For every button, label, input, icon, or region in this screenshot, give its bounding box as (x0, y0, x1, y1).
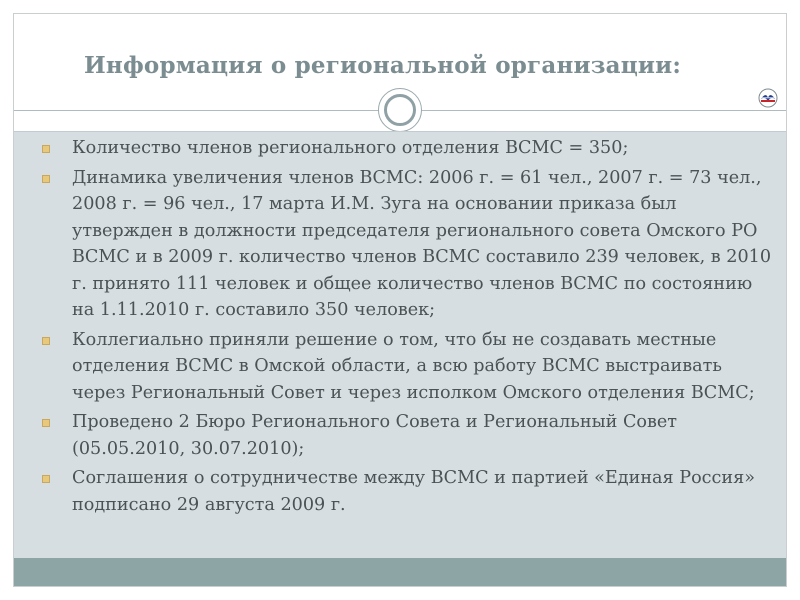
footer-bar (14, 558, 786, 586)
list-item (42, 165, 777, 324)
bullet-text: Динамика увеличения членов ВСМС: 2006 г. = 61 чел., 2007 г. = 73 чел., 2008 г. = 96 чел., 17 марта И.М. Зуга на основании приказа был утвержден в должности председателя регионального совета Омского РО ВСМС и в 2009 г. количество членов ВСМС составило 239 человек, в 2010 г. принято 111 человек и общее количество членов ВСМС по состоянию на 1.11.2010 г. составило 350 человек; (72, 167, 772, 320)
square-bullet-icon (42, 475, 50, 483)
bullet-list (42, 135, 777, 521)
bullet-text: Количество членов регионального отделения ВСМС = 350; (72, 138, 629, 158)
square-bullet-icon (42, 175, 50, 183)
bullet-text: Проведено 2 Бюро Регионального Совета и Региональный Совет (05.05.2010, 30.07.2010); (72, 412, 678, 459)
party-emblem-icon (758, 88, 778, 108)
divider-circle-inner (384, 94, 416, 126)
square-bullet-icon (42, 145, 50, 153)
bullet-text: Соглашения о сотрудничестве между ВСМС и партией «Единая Россия» подписано 29 августа 2009 г. (72, 468, 755, 515)
list-item (42, 327, 777, 407)
list-item (42, 409, 777, 462)
square-bullet-icon (42, 337, 50, 345)
divider-circle-ornament (378, 88, 422, 132)
slide-title: Информация о региональной организации: (84, 52, 682, 79)
slide (13, 13, 787, 587)
bullet-text: Коллегиально приняли решение о том, что бы не создавать местные отделения ВСМС в Омской области, а всю работу ВСМС выстраивать через Региональный Совет и через исполком Омского отделения ВСМС; (72, 329, 755, 403)
list-item (42, 135, 777, 162)
content-top-rule (14, 131, 786, 132)
square-bullet-icon (42, 419, 50, 427)
content-panel (14, 131, 786, 558)
list-item (42, 465, 777, 518)
